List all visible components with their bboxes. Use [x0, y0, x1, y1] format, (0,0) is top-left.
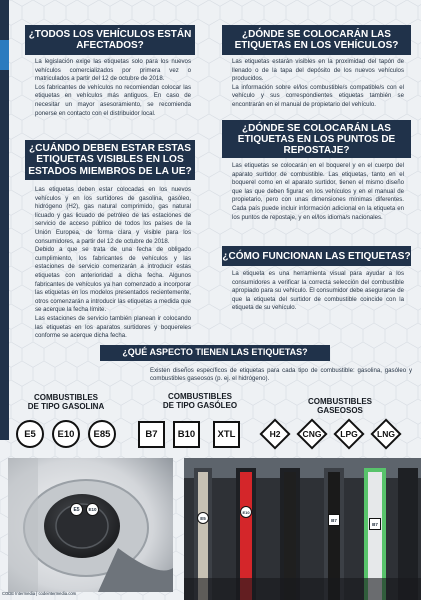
paragraph: Las etiquetas deben estar colocadas en los nuevos vehículos y en los surtidores de gasolina, gasóleo, hidrógeno (H2), gas natural comprimido, gas natural licuado y gas licuado de petróleo de las estaciones de servicio de acceso público de todos los países de la Unión Europea, de forma clara y visible para los consumidores, a partir del 12 de octubre de 2018.: [35, 186, 191, 245]
nozzle-label-text: B7: [331, 517, 337, 523]
paragraph: La etiqueta es una herramienta visual para ayudar a los consumidores a verificar la correcta selección del combustible apropiado para su vehículo. El consumidor debe asegurarse de que la etiqueta del surtidor de combustible coincide con la etiqueta de su vehículo.: [232, 270, 404, 312]
section-body-how-labels-work: [232, 270, 404, 313]
car-fuel-cap-photo: [8, 458, 173, 592]
category-title-line: COMBUSTIBLES: [308, 397, 372, 406]
cap-label-e5: [70, 503, 83, 516]
gasoline-category-title: [10, 393, 122, 411]
left-accent-stripe: [0, 0, 9, 440]
left-accent-block: [0, 40, 9, 70]
nozzle-label-e10: [240, 506, 252, 518]
paragraph: La legislación exige las etiquetas solo para los nuevos vehículos comercializados por primera vez o matriculados a partir del 12 de octubre de 2018.: [35, 58, 191, 83]
fuel-label-text: E85: [93, 428, 111, 440]
paragraph: La información sobre el/los combustible/s compatible/s con el vehículo y sus correspondientes etiquetas también se encontrarán en el manual de propietario del vehículo.: [232, 83, 404, 108]
fuel-label-e85: [88, 420, 116, 448]
section-body-label-appearance: [150, 367, 412, 384]
fuel-label-text: E5: [24, 428, 36, 440]
section-title-vehicle-placement: [222, 25, 411, 55]
diesel-category-title: [134, 392, 266, 410]
category-title-line: COMBUSTIBLES: [168, 392, 232, 401]
fuel-label-text: LPG: [340, 429, 358, 439]
category-title-line: DE TIPO GASOLINA: [27, 402, 105, 411]
fuel-label-text: XTL: [217, 429, 236, 440]
section-title-line: ETIQUETAS EN LOS PUNTOS DE: [237, 133, 396, 145]
nozzle-label-text: E5: [200, 515, 206, 521]
paragraph: Las estaciones de servicio también planean ir colocando las etiquetas en los aparatos surtidores y boquereles conforme se acerque dicha fecha.: [35, 314, 191, 340]
cap-label-e10: [86, 503, 99, 516]
nozzle-label-text: E10: [242, 509, 250, 515]
nozzle-label-text: B7: [372, 521, 378, 527]
category-title-line: DE TIPO GASÓLEO: [162, 401, 238, 410]
cap-label-text: E5: [73, 506, 80, 513]
fuel-label-text: B10: [177, 429, 196, 440]
section-title-line: AFECTADOS?: [76, 40, 144, 51]
fuel-label-e10: [52, 420, 80, 448]
section-body-eu-deadline: [35, 186, 191, 341]
section-body-vehicle-placement: [232, 58, 404, 110]
fuel-label-text: B7: [145, 429, 158, 440]
paragraph: Las etiquetas estarán visibles en la proximidad del tapón de llenado o de la tapa del depósito de los nuevos vehículos producidos.: [232, 58, 404, 83]
section-title-line: ¿TODOS LOS VEHÍCULOS ESTÁN: [28, 29, 192, 40]
section-title-refuel-points: [222, 120, 411, 158]
section-title-line: ¿DÓNDE SE COLOCARÁN LAS: [242, 29, 391, 40]
section-title-all-vehicles: [25, 25, 195, 55]
fuel-label-text: LNG: [377, 429, 395, 439]
section-title-line: ETIQUETAS EN LOS VEHÍCULOS?: [234, 40, 399, 51]
section-body-all-vehicles: [35, 58, 191, 118]
category-title-line: GASEOSOS: [317, 406, 363, 415]
paragraph: Las etiquetas se colocarán en el boquerel y en el cuerpo del aparato surtidor de combustible. Las etiquetas, tanto en el boquerel como en el aparato surtidor, tienen el mismo diseño que las que deben figurar en los vehículos y en el manual de propietario, pero con unas dimensiones mínimas diferentes. Cada país puede incluir información adicional en la etiqueta en los puntos de repostaje, y en el/los idioma/s nacionales.: [232, 162, 404, 221]
fuel-label-text: E10: [57, 428, 75, 440]
section-title-line: REPOSTAJE?: [283, 144, 350, 156]
fuel-label-b7: [138, 421, 165, 448]
section-title-line: ¿CUÁNDO DEBEN ESTAR ESTAS: [28, 143, 192, 155]
paragraph: Debido a que se trata de una fecha de obligado cumplimiento, los fabricantes de vehículos y las estaciones de servicio comenzarán a introducir estas etiquetas con anterioridad a dicha fecha. Algunos fabricantes de vehículos ya han comenzado a incorporar las etiquetas en los modelos presentados recientemente, otros comenzarán a introducir las etiquetas a medida que se acerque la fecha límite.: [35, 246, 191, 314]
fuel-label-b10: [173, 421, 200, 448]
fuel-label-text: H2: [269, 429, 281, 439]
section-title-eu-deadline: [25, 140, 195, 180]
paragraph: Existen diseños específicos de etiquetas para cada tipo de combustible: gasolina, gasóleo y combustibles gaseosos (p. ej. el hidrógeno).: [150, 367, 412, 383]
section-title-line: ¿CÓMO FUNCIONAN LAS ETIQUETAS?: [222, 250, 411, 262]
nozzle-label-b7: [328, 514, 340, 526]
nozzle-label-e5: [197, 512, 209, 524]
cap-label-text: E10: [88, 507, 97, 512]
footer-credit: CODE Intermedia | codeintermedia.com: [2, 591, 77, 596]
gaseous-category-title: [270, 397, 410, 415]
section-title-line: ESTADOS MIEMBROS DE LA UE?: [28, 165, 192, 177]
fuel-label-text: CNG: [302, 429, 322, 439]
section-title-line: ETIQUETAS VISIBLES EN LOS: [36, 154, 184, 166]
section-body-refuel-points: [232, 162, 404, 222]
section-title-label-appearance: [100, 345, 330, 361]
fuel-label-e5: [16, 420, 44, 448]
section-title-line: ¿DÓNDE SE COLOCARÁN LAS: [242, 122, 391, 134]
nozzle-label-b7: [369, 518, 381, 530]
fuel-label-xtl: [213, 421, 240, 448]
fuel-pump-nozzles-photo: [184, 458, 421, 600]
section-title-line: ¿QUÉ ASPECTO TIENEN LAS ETIQUETAS?: [122, 347, 308, 358]
section-title-how-labels-work: [222, 246, 411, 266]
paragraph: Los fabricantes de vehículos no recomiendan colocar las etiquetas en vehículos más antiguos. En caso de necesitar un mayor asesoramiento, se recomienda ponerse en contacto con el distribuidor local.: [35, 83, 191, 117]
category-title-line: COMBUSTIBLES: [34, 393, 98, 402]
